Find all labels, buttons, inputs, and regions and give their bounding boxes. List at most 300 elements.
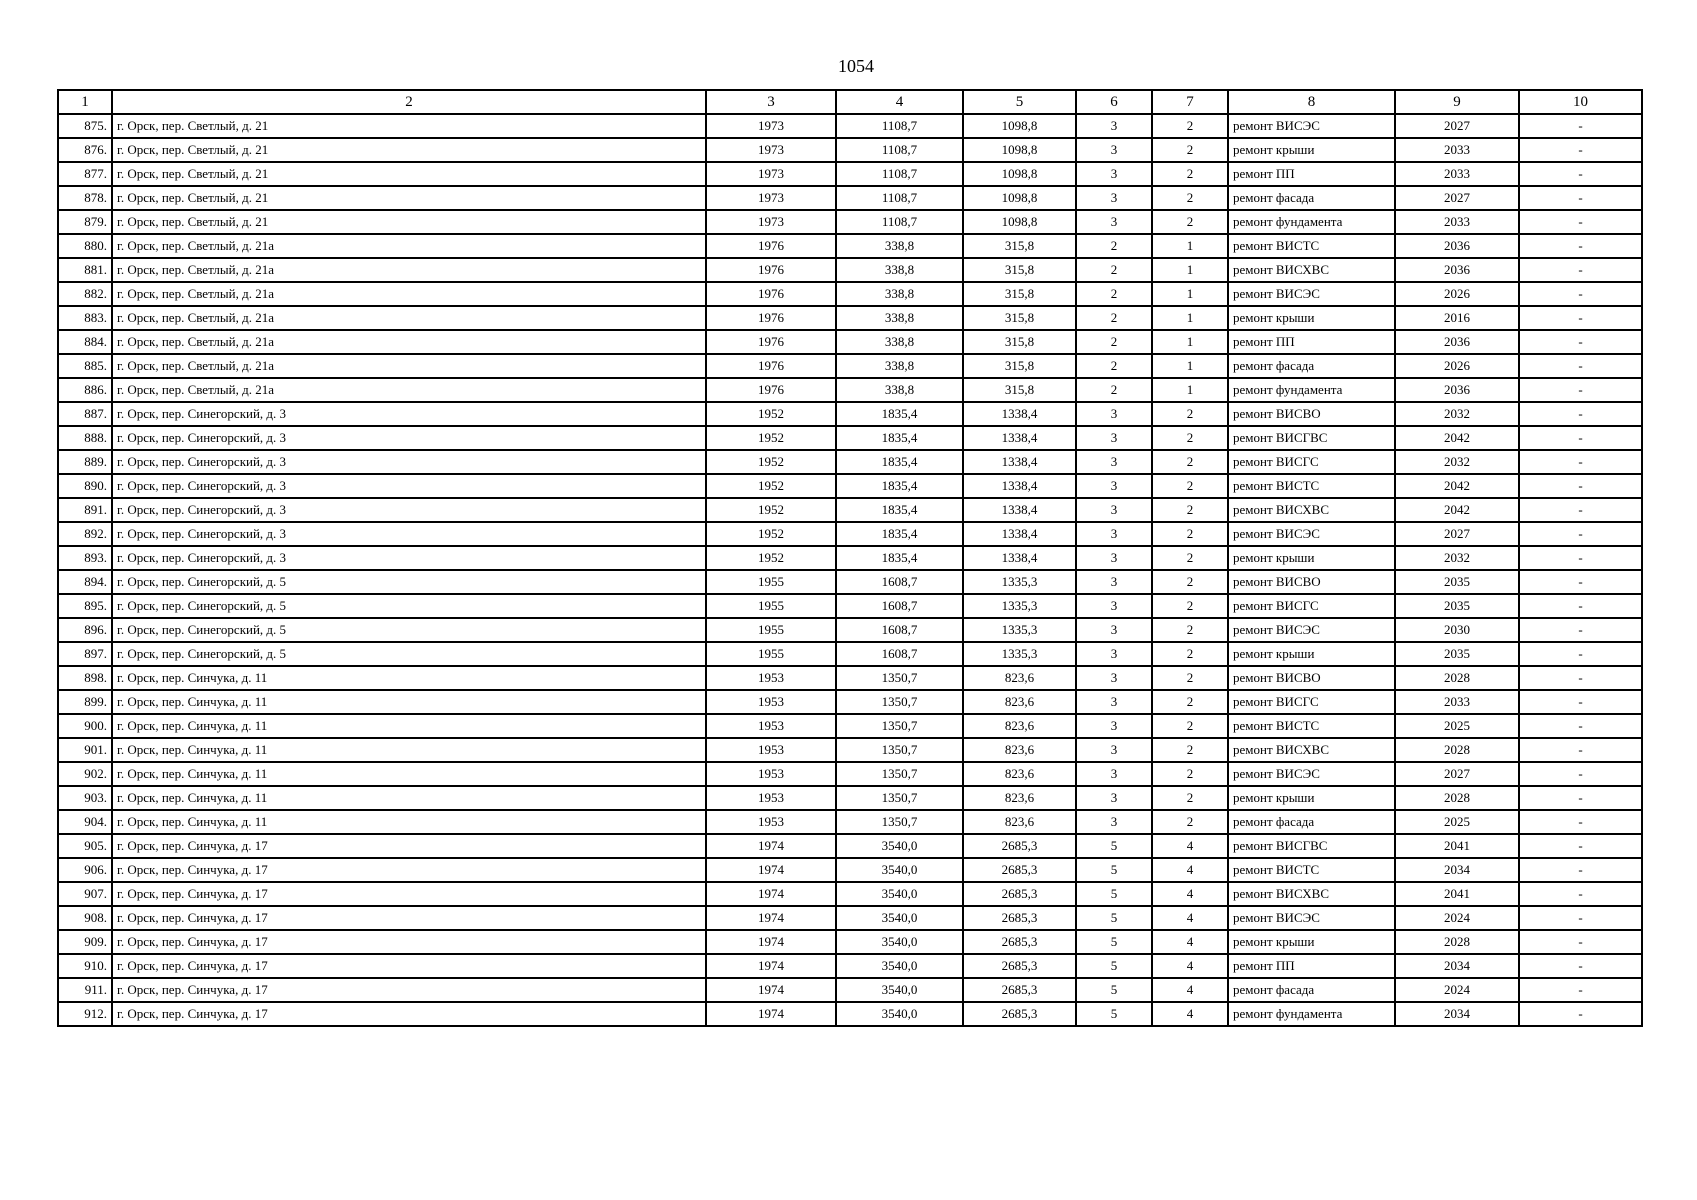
- cell-address: г. Орск, пер. Светлый, д. 21а: [112, 354, 706, 378]
- cell-floors: 2: [1076, 234, 1152, 258]
- cell-address: г. Орск, пер. Синегорский, д. 3: [112, 402, 706, 426]
- cell-living-area: 1098,8: [963, 114, 1076, 138]
- cell-row-number: 892.: [58, 522, 112, 546]
- cell-living-area: 823,6: [963, 714, 1076, 738]
- cell-floors: 3: [1076, 162, 1152, 186]
- cell-living-area: 2685,3: [963, 882, 1076, 906]
- cell-build-year: 1953: [706, 786, 836, 810]
- cell-living-area: 315,8: [963, 306, 1076, 330]
- table-row: [58, 882, 1642, 906]
- cell-floors: 5: [1076, 858, 1152, 882]
- cell-living-area: 315,8: [963, 378, 1076, 402]
- cell-living-area: 1338,4: [963, 474, 1076, 498]
- cell-total-area: 338,8: [836, 354, 963, 378]
- cell-build-year: 1953: [706, 714, 836, 738]
- cell-address: г. Орск, пер. Светлый, д. 21а: [112, 234, 706, 258]
- cell-planned-year: 2036: [1395, 234, 1519, 258]
- cell-address: г. Орск, пер. Синегорский, д. 5: [112, 642, 706, 666]
- cell-build-year: 1974: [706, 978, 836, 1002]
- table-row: [58, 762, 1642, 786]
- cell-note: -: [1519, 138, 1642, 162]
- cell-floors: 3: [1076, 690, 1152, 714]
- table-row: [58, 234, 1642, 258]
- cell-entrances: 1: [1152, 234, 1228, 258]
- cell-build-year: 1955: [706, 594, 836, 618]
- cell-address: г. Орск, пер. Светлый, д. 21: [112, 114, 706, 138]
- cell-floors: 3: [1076, 114, 1152, 138]
- cell-total-area: 1108,7: [836, 210, 963, 234]
- cell-work-type: ремонт крыши: [1228, 786, 1395, 810]
- cell-address: г. Орск, пер. Синчука, д. 17: [112, 1002, 706, 1026]
- cell-address: г. Орск, пер. Светлый, д. 21: [112, 210, 706, 234]
- cell-floors: 3: [1076, 618, 1152, 642]
- cell-work-type: ремонт фундамента: [1228, 1002, 1395, 1026]
- cell-build-year: 1976: [706, 234, 836, 258]
- cell-planned-year: 2042: [1395, 426, 1519, 450]
- cell-entrances: 2: [1152, 114, 1228, 138]
- column-header-living-area: 5: [963, 90, 1076, 114]
- column-header-row-number: 1: [58, 90, 112, 114]
- table-row: [58, 954, 1642, 978]
- cell-entrances: 2: [1152, 618, 1228, 642]
- cell-total-area: 1835,4: [836, 498, 963, 522]
- cell-build-year: 1952: [706, 498, 836, 522]
- table-row: [58, 786, 1642, 810]
- cell-build-year: 1955: [706, 642, 836, 666]
- cell-entrances: 2: [1152, 714, 1228, 738]
- cell-work-type: ремонт ВИСХВС: [1228, 882, 1395, 906]
- cell-address: г. Орск, пер. Синегорский, д. 3: [112, 498, 706, 522]
- cell-address: г. Орск, пер. Синчука, д. 11: [112, 666, 706, 690]
- cell-planned-year: 2028: [1395, 738, 1519, 762]
- cell-build-year: 1974: [706, 834, 836, 858]
- cell-row-number: 900.: [58, 714, 112, 738]
- cell-floors: 3: [1076, 642, 1152, 666]
- cell-total-area: 3540,0: [836, 906, 963, 930]
- cell-note: -: [1519, 306, 1642, 330]
- cell-total-area: 3540,0: [836, 858, 963, 882]
- cell-planned-year: 2035: [1395, 642, 1519, 666]
- cell-entrances: 2: [1152, 546, 1228, 570]
- cell-row-number: 908.: [58, 906, 112, 930]
- cell-work-type: ремонт ВИСВО: [1228, 570, 1395, 594]
- cell-row-number: 876.: [58, 138, 112, 162]
- cell-planned-year: 2016: [1395, 306, 1519, 330]
- cell-work-type: ремонт фасада: [1228, 186, 1395, 210]
- cell-build-year: 1953: [706, 666, 836, 690]
- cell-entrances: 4: [1152, 954, 1228, 978]
- cell-row-number: 891.: [58, 498, 112, 522]
- cell-build-year: 1952: [706, 426, 836, 450]
- cell-address: г. Орск, пер. Синчука, д. 17: [112, 834, 706, 858]
- cell-living-area: 2685,3: [963, 930, 1076, 954]
- cell-floors: 2: [1076, 282, 1152, 306]
- cell-entrances: 2: [1152, 426, 1228, 450]
- column-header-work-type: 8: [1228, 90, 1395, 114]
- cell-work-type: ремонт ВИСХВС: [1228, 738, 1395, 762]
- cell-note: -: [1519, 210, 1642, 234]
- cell-address: г. Орск, пер. Синчука, д. 11: [112, 714, 706, 738]
- cell-living-area: 823,6: [963, 810, 1076, 834]
- cell-floors: 3: [1076, 522, 1152, 546]
- cell-address: г. Орск, пер. Светлый, д. 21: [112, 138, 706, 162]
- cell-build-year: 1953: [706, 810, 836, 834]
- cell-total-area: 1608,7: [836, 642, 963, 666]
- cell-total-area: 3540,0: [836, 882, 963, 906]
- cell-note: -: [1519, 378, 1642, 402]
- cell-address: г. Орск, пер. Синчука, д. 11: [112, 690, 706, 714]
- cell-planned-year: 2033: [1395, 210, 1519, 234]
- cell-entrances: 1: [1152, 282, 1228, 306]
- cell-entrances: 2: [1152, 402, 1228, 426]
- table-row: [58, 618, 1642, 642]
- cell-planned-year: 2025: [1395, 714, 1519, 738]
- cell-living-area: 823,6: [963, 738, 1076, 762]
- cell-living-area: 823,6: [963, 762, 1076, 786]
- cell-floors: 3: [1076, 138, 1152, 162]
- cell-total-area: 1608,7: [836, 618, 963, 642]
- cell-total-area: 1350,7: [836, 690, 963, 714]
- cell-entrances: 2: [1152, 594, 1228, 618]
- cell-build-year: 1952: [706, 402, 836, 426]
- cell-floors: 2: [1076, 306, 1152, 330]
- cell-address: г. Орск, пер. Синчука, д. 17: [112, 858, 706, 882]
- column-header-address: 2: [112, 90, 706, 114]
- cell-address: г. Орск, пер. Синегорский, д. 3: [112, 426, 706, 450]
- table-row: [58, 210, 1642, 234]
- cell-address: г. Орск, пер. Синегорский, д. 3: [112, 474, 706, 498]
- cell-floors: 2: [1076, 354, 1152, 378]
- cell-entrances: 2: [1152, 162, 1228, 186]
- table-row: [58, 546, 1642, 570]
- column-header-note: 10: [1519, 90, 1642, 114]
- cell-planned-year: 2028: [1395, 666, 1519, 690]
- cell-row-number: 911.: [58, 978, 112, 1002]
- cell-planned-year: 2024: [1395, 978, 1519, 1002]
- cell-note: -: [1519, 666, 1642, 690]
- cell-total-area: 1835,4: [836, 546, 963, 570]
- cell-planned-year: 2032: [1395, 402, 1519, 426]
- cell-living-area: 315,8: [963, 234, 1076, 258]
- cell-address: г. Орск, пер. Светлый, д. 21: [112, 162, 706, 186]
- cell-entrances: 4: [1152, 834, 1228, 858]
- cell-work-type: ремонт ВИСГС: [1228, 450, 1395, 474]
- cell-note: -: [1519, 114, 1642, 138]
- cell-total-area: 1350,7: [836, 762, 963, 786]
- cell-entrances: 1: [1152, 354, 1228, 378]
- cell-planned-year: 2042: [1395, 498, 1519, 522]
- table-row: [58, 498, 1642, 522]
- cell-living-area: 2685,3: [963, 1002, 1076, 1026]
- cell-living-area: 2685,3: [963, 978, 1076, 1002]
- cell-floors: 5: [1076, 834, 1152, 858]
- cell-total-area: 1835,4: [836, 450, 963, 474]
- cell-address: г. Орск, пер. Синегорский, д. 5: [112, 618, 706, 642]
- cell-floors: 3: [1076, 594, 1152, 618]
- table-row: [58, 330, 1642, 354]
- cell-note: -: [1519, 162, 1642, 186]
- cell-work-type: ремонт крыши: [1228, 642, 1395, 666]
- cell-note: -: [1519, 426, 1642, 450]
- cell-entrances: 2: [1152, 138, 1228, 162]
- cell-note: -: [1519, 234, 1642, 258]
- cell-build-year: 1952: [706, 546, 836, 570]
- cell-living-area: 2685,3: [963, 834, 1076, 858]
- cell-build-year: 1976: [706, 330, 836, 354]
- cell-floors: 5: [1076, 978, 1152, 1002]
- cell-entrances: 1: [1152, 378, 1228, 402]
- cell-floors: 2: [1076, 330, 1152, 354]
- cell-planned-year: 2033: [1395, 138, 1519, 162]
- cell-entrances: 2: [1152, 690, 1228, 714]
- cell-address: г. Орск, пер. Синчука, д. 11: [112, 762, 706, 786]
- cell-row-number: 895.: [58, 594, 112, 618]
- cell-work-type: ремонт фасада: [1228, 978, 1395, 1002]
- table-row: [58, 714, 1642, 738]
- cell-planned-year: 2041: [1395, 834, 1519, 858]
- cell-entrances: 2: [1152, 810, 1228, 834]
- cell-planned-year: 2027: [1395, 522, 1519, 546]
- cell-living-area: 1338,4: [963, 546, 1076, 570]
- cell-note: -: [1519, 906, 1642, 930]
- cell-living-area: 823,6: [963, 666, 1076, 690]
- cell-floors: 5: [1076, 906, 1152, 930]
- cell-total-area: 1108,7: [836, 114, 963, 138]
- cell-note: -: [1519, 642, 1642, 666]
- table-row: [58, 522, 1642, 546]
- table-row: [58, 594, 1642, 618]
- cell-row-number: 887.: [58, 402, 112, 426]
- cell-row-number: 889.: [58, 450, 112, 474]
- cell-work-type: ремонт ВИСХВС: [1228, 498, 1395, 522]
- cell-address: г. Орск, пер. Светлый, д. 21а: [112, 306, 706, 330]
- cell-row-number: 898.: [58, 666, 112, 690]
- cell-note: -: [1519, 834, 1642, 858]
- column-header-build-year: 3: [706, 90, 836, 114]
- cell-work-type: ремонт фундамента: [1228, 210, 1395, 234]
- cell-row-number: 910.: [58, 954, 112, 978]
- cell-total-area: 338,8: [836, 378, 963, 402]
- cell-work-type: ремонт ВИСЭС: [1228, 762, 1395, 786]
- cell-work-type: ремонт ВИСТС: [1228, 714, 1395, 738]
- cell-total-area: 338,8: [836, 330, 963, 354]
- cell-address: г. Орск, пер. Синчука, д. 17: [112, 882, 706, 906]
- cell-work-type: ремонт крыши: [1228, 306, 1395, 330]
- cell-build-year: 1955: [706, 570, 836, 594]
- cell-planned-year: 2034: [1395, 858, 1519, 882]
- table-row: [58, 114, 1642, 138]
- cell-address: г. Орск, пер. Синегорский, д. 3: [112, 450, 706, 474]
- cell-living-area: 1338,4: [963, 498, 1076, 522]
- cell-row-number: 894.: [58, 570, 112, 594]
- cell-floors: 3: [1076, 810, 1152, 834]
- repair-schedule-table: [57, 89, 1643, 1027]
- cell-living-area: 1338,4: [963, 522, 1076, 546]
- cell-build-year: 1973: [706, 114, 836, 138]
- cell-build-year: 1974: [706, 930, 836, 954]
- cell-planned-year: 2030: [1395, 618, 1519, 642]
- cell-total-area: 1350,7: [836, 786, 963, 810]
- cell-planned-year: 2027: [1395, 186, 1519, 210]
- cell-floors: 3: [1076, 450, 1152, 474]
- cell-total-area: 338,8: [836, 282, 963, 306]
- cell-floors: 3: [1076, 666, 1152, 690]
- cell-work-type: ремонт фасада: [1228, 810, 1395, 834]
- cell-living-area: 2685,3: [963, 906, 1076, 930]
- table-row: [58, 930, 1642, 954]
- cell-planned-year: 2032: [1395, 450, 1519, 474]
- cell-build-year: 1955: [706, 618, 836, 642]
- table-row: [58, 834, 1642, 858]
- column-header-total-area: 4: [836, 90, 963, 114]
- cell-note: -: [1519, 186, 1642, 210]
- cell-planned-year: 2028: [1395, 786, 1519, 810]
- cell-address: г. Орск, пер. Синегорский, д. 3: [112, 546, 706, 570]
- cell-row-number: 909.: [58, 930, 112, 954]
- cell-work-type: ремонт ВИСВО: [1228, 666, 1395, 690]
- cell-planned-year: 2028: [1395, 930, 1519, 954]
- cell-total-area: 1835,4: [836, 522, 963, 546]
- cell-entrances: 2: [1152, 450, 1228, 474]
- cell-row-number: 897.: [58, 642, 112, 666]
- cell-note: -: [1519, 930, 1642, 954]
- cell-address: г. Орск, пер. Синегорский, д. 5: [112, 594, 706, 618]
- cell-living-area: 1335,3: [963, 618, 1076, 642]
- cell-address: г. Орск, пер. Синчука, д. 17: [112, 954, 706, 978]
- cell-address: г. Орск, пер. Синегорский, д. 3: [112, 522, 706, 546]
- cell-living-area: 315,8: [963, 354, 1076, 378]
- cell-row-number: 893.: [58, 546, 112, 570]
- cell-work-type: ремонт ПП: [1228, 954, 1395, 978]
- cell-floors: 3: [1076, 786, 1152, 810]
- table-row: [58, 282, 1642, 306]
- cell-entrances: 2: [1152, 666, 1228, 690]
- cell-living-area: 1335,3: [963, 570, 1076, 594]
- cell-row-number: 877.: [58, 162, 112, 186]
- cell-work-type: ремонт ВИСХВС: [1228, 258, 1395, 282]
- cell-note: -: [1519, 258, 1642, 282]
- cell-build-year: 1974: [706, 906, 836, 930]
- cell-build-year: 1973: [706, 138, 836, 162]
- cell-row-number: 912.: [58, 1002, 112, 1026]
- cell-floors: 5: [1076, 930, 1152, 954]
- cell-address: г. Орск, пер. Синегорский, д. 5: [112, 570, 706, 594]
- cell-work-type: ремонт фасада: [1228, 354, 1395, 378]
- cell-entrances: 2: [1152, 210, 1228, 234]
- table-row: [58, 1002, 1642, 1026]
- cell-planned-year: 2026: [1395, 354, 1519, 378]
- cell-row-number: 906.: [58, 858, 112, 882]
- cell-build-year: 1976: [706, 258, 836, 282]
- cell-row-number: 880.: [58, 234, 112, 258]
- cell-planned-year: 2034: [1395, 954, 1519, 978]
- page-number: 1054: [838, 56, 874, 76]
- cell-floors: 3: [1076, 570, 1152, 594]
- cell-planned-year: 2035: [1395, 594, 1519, 618]
- table-row: [58, 306, 1642, 330]
- table-row: [58, 450, 1642, 474]
- cell-floors: 3: [1076, 474, 1152, 498]
- cell-work-type: ремонт ПП: [1228, 162, 1395, 186]
- cell-row-number: 902.: [58, 762, 112, 786]
- cell-planned-year: 2042: [1395, 474, 1519, 498]
- table-row: [58, 162, 1642, 186]
- cell-total-area: 1108,7: [836, 162, 963, 186]
- cell-work-type: ремонт ВИСЭС: [1228, 114, 1395, 138]
- header-row: [58, 90, 1642, 114]
- cell-living-area: 1338,4: [963, 450, 1076, 474]
- cell-build-year: 1976: [706, 306, 836, 330]
- cell-total-area: 1350,7: [836, 714, 963, 738]
- cell-floors: 3: [1076, 498, 1152, 522]
- cell-row-number: 904.: [58, 810, 112, 834]
- cell-living-area: 823,6: [963, 786, 1076, 810]
- cell-entrances: 4: [1152, 906, 1228, 930]
- cell-planned-year: 2041: [1395, 882, 1519, 906]
- cell-row-number: 886.: [58, 378, 112, 402]
- cell-floors: 3: [1076, 738, 1152, 762]
- cell-entrances: 1: [1152, 330, 1228, 354]
- cell-floors: 3: [1076, 426, 1152, 450]
- cell-entrances: 2: [1152, 474, 1228, 498]
- cell-floors: 5: [1076, 1002, 1152, 1026]
- cell-planned-year: 2036: [1395, 378, 1519, 402]
- table-row: [58, 186, 1642, 210]
- cell-note: -: [1519, 498, 1642, 522]
- cell-note: -: [1519, 546, 1642, 570]
- cell-living-area: 1098,8: [963, 162, 1076, 186]
- cell-entrances: 1: [1152, 258, 1228, 282]
- table-row: [58, 738, 1642, 762]
- cell-row-number: 875.: [58, 114, 112, 138]
- cell-planned-year: 2036: [1395, 258, 1519, 282]
- cell-planned-year: 2025: [1395, 810, 1519, 834]
- cell-note: -: [1519, 690, 1642, 714]
- cell-note: -: [1519, 1002, 1642, 1026]
- cell-total-area: 1350,7: [836, 810, 963, 834]
- table-row: [58, 378, 1642, 402]
- cell-entrances: 2: [1152, 186, 1228, 210]
- cell-floors: 5: [1076, 954, 1152, 978]
- cell-row-number: 883.: [58, 306, 112, 330]
- cell-build-year: 1953: [706, 690, 836, 714]
- cell-work-type: ремонт ВИСГС: [1228, 594, 1395, 618]
- cell-build-year: 1973: [706, 162, 836, 186]
- cell-entrances: 4: [1152, 1002, 1228, 1026]
- cell-total-area: 338,8: [836, 234, 963, 258]
- cell-total-area: 1835,4: [836, 402, 963, 426]
- cell-living-area: 2685,3: [963, 954, 1076, 978]
- cell-total-area: 3540,0: [836, 954, 963, 978]
- cell-planned-year: 2032: [1395, 546, 1519, 570]
- cell-build-year: 1976: [706, 282, 836, 306]
- cell-entrances: 4: [1152, 978, 1228, 1002]
- cell-note: -: [1519, 282, 1642, 306]
- cell-work-type: ремонт ВИСЭС: [1228, 522, 1395, 546]
- column-header-planned-year: 9: [1395, 90, 1519, 114]
- cell-floors: 3: [1076, 402, 1152, 426]
- cell-row-number: 899.: [58, 690, 112, 714]
- cell-row-number: 896.: [58, 618, 112, 642]
- table-row: [58, 666, 1642, 690]
- cell-work-type: ремонт крыши: [1228, 930, 1395, 954]
- cell-build-year: 1973: [706, 210, 836, 234]
- cell-entrances: 4: [1152, 858, 1228, 882]
- cell-work-type: ремонт ВИСТС: [1228, 858, 1395, 882]
- cell-work-type: ремонт ВИСТС: [1228, 474, 1395, 498]
- cell-work-type: ремонт крыши: [1228, 546, 1395, 570]
- cell-living-area: 1338,4: [963, 426, 1076, 450]
